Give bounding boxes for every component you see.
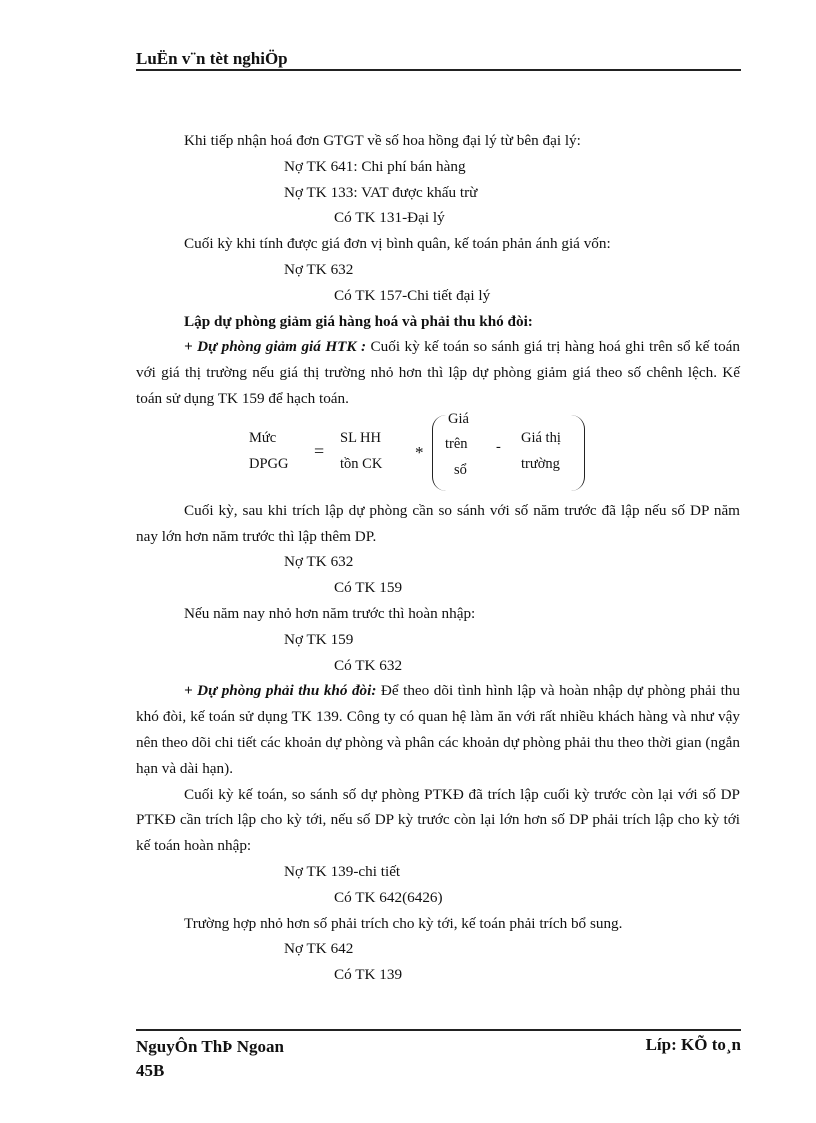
entry-credit: Có TK 157-Chi tiết đại lý bbox=[334, 286, 491, 304]
entry-debit: Nợ TK 632 bbox=[284, 553, 354, 571]
entry-credit: Có TK 642(6426) bbox=[334, 888, 443, 906]
formula-lhs: Mức bbox=[249, 429, 277, 446]
formula-market-price: Giá thị bbox=[521, 429, 561, 446]
header-rule bbox=[136, 69, 741, 71]
footer-cohort: 45B bbox=[136, 1061, 165, 1080]
formula-book-price: trên bbox=[445, 435, 468, 452]
body-content bbox=[136, 128, 740, 988]
header-title: LuËn v¨n tèt nghiÖp bbox=[136, 49, 288, 68]
footer-rule bbox=[136, 1029, 741, 1031]
paragraph: Cuối kỳ khi tính được giá đơn vị bình quân, kế toán phản ánh giá vốn: bbox=[184, 235, 611, 253]
formula-qty: tồn CK bbox=[340, 455, 383, 472]
paragraph: Cuối kỳ, sau khi trích lập dự phòng cần so sánh với số năm trước đã lập nếu số DP năm nay lớn hơn năm trước thì lập thêm DP. bbox=[136, 501, 740, 545]
paragraph: Nếu năm nay nhỏ hơn năm trước thì hoàn nhập: bbox=[184, 604, 476, 622]
entry-debit: Nợ TK 133: VAT được khấu trừ bbox=[284, 183, 478, 201]
formula-times: * bbox=[415, 442, 424, 462]
entry-credit: Có TK 632 bbox=[334, 656, 403, 674]
footer-author: NguyÔn ThÞ Ngoan bbox=[136, 1037, 285, 1056]
receivable-paragraph bbox=[136, 678, 740, 781]
formula-minus: - bbox=[496, 438, 501, 455]
right-paren bbox=[570, 415, 585, 491]
entry-debit: Nợ TK 641: Chi phí bán hàng bbox=[284, 157, 466, 175]
formula-book-price: sổ bbox=[454, 461, 467, 478]
htk-text: Cuối kỳ kế toán so sánh giá trị hàng hoá ghi trên sổ kế toán với giá thị trường nếu giá thị trường nhỏ hơn thì lập dự phòng giảm giá theo số chênh lệch. Kế toán sử dụng TK 159 để hạch toán. bbox=[136, 338, 740, 407]
paragraph: Trường hợp nhỏ hơn số phải trích cho kỳ tới, kế toán phải trích bổ sung. bbox=[184, 914, 623, 932]
entry-credit: Có TK 159 bbox=[334, 579, 403, 597]
footer-author-block bbox=[136, 1035, 284, 1083]
entry-credit: Có TK 131-Đại lý bbox=[334, 209, 445, 227]
formula-book-price: Giá bbox=[448, 410, 469, 427]
receivable-text: Để theo dõi tình hình lập và hoàn nhập dự phòng phải thu khó đòi, kế toán sử dụng TK 139. Công ty có quan hệ làm ăn với rất nhiều khách hàng và như vậy nên theo dõi chi tiết các khoản dự phòng và phân các khoản dự phòng phải thu theo thời gian (ngắn hạn và dài hạn). bbox=[136, 682, 740, 777]
footer-class: Líp: KÕ to¸n bbox=[645, 1035, 741, 1054]
receivable-label: + Dự phòng phải thu khó đòi: bbox=[184, 682, 377, 700]
entry-debit: Nợ TK 159 bbox=[284, 630, 354, 648]
paragraph: Cuối kỳ kế toán, so sánh số dự phòng PTKĐ đã trích lập cuối kỳ trước còn lại với số DP PTKĐ cần trích lập cho kỳ tới, nếu số DP kỳ trước còn lại lớn hơn số DP phải trích lập cho kỳ tới kế toán hoàn nhập: bbox=[136, 785, 740, 855]
intro-paragraph: Khi tiếp nhận hoá đơn GTGT về số hoa hồng đại lý từ bên đại lý: bbox=[184, 132, 581, 149]
entry-credit: Có TK 139 bbox=[334, 966, 403, 984]
section-heading: Lập dự phòng giảm giá hàng hoá và phải thu khó đòi: bbox=[184, 312, 533, 330]
htk-label: + Dự phòng giảm giá HTK : bbox=[184, 338, 367, 356]
formula-market-price: trường bbox=[521, 455, 560, 472]
formula-equals: = bbox=[314, 440, 325, 461]
entry-debit: Nợ TK 642 bbox=[284, 940, 354, 958]
htk-paragraph bbox=[136, 334, 740, 411]
formula-lhs: DPGG bbox=[249, 455, 289, 472]
formula-qty: SL HH bbox=[340, 429, 381, 446]
provision-formula bbox=[136, 410, 740, 496]
entry-debit: Nợ TK 139-chi tiết bbox=[284, 862, 401, 880]
entry-debit: Nợ TK 632 bbox=[284, 260, 354, 278]
